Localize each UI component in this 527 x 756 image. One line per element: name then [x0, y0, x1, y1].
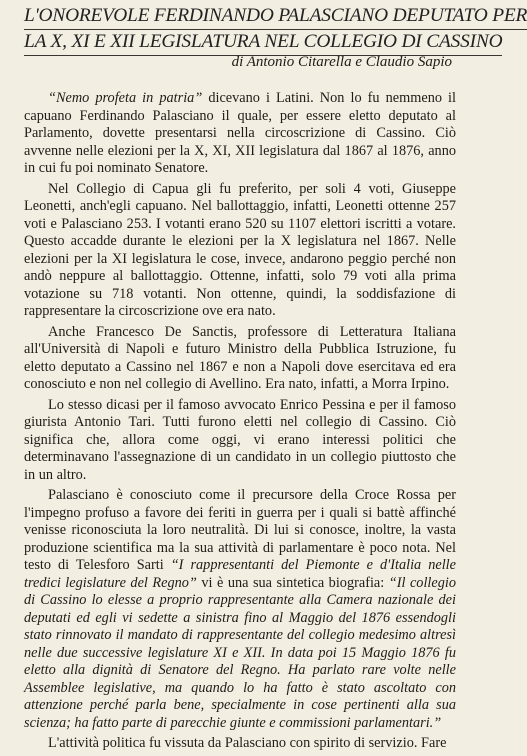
article-body	[24, 90, 456, 756]
paragraph-1-text: dicevano i Latini. Non lo fu nemmeno il capuano Ferdinando Palasciano il quale, per essere eletto deputato al Parlamento, dovette presentarsi nella circoscrizione di Cassino. Ciò avvenne nelle elezioni per la X, XI, XII legislatura dal 1867 al 1876, anno in cui fu poi nominato Senatore.	[24, 90, 456, 176]
paragraph-4: Lo stesso dicasi per il famoso avvocato Enrico Pessina e per il famoso giurista Antonio Tari. Tutti furono eletti nel collegio di Cassino. Ciò significa che, allora come oggi, vi erano interessi politici che determinavano l'assegnazione di un candidato in un collegio piuttosto che in un altro.	[24, 396, 456, 483]
paragraph-1	[24, 90, 456, 178]
paragraph-2: Nel Collegio di Capua gli fu preferito, per soli 4 voti, Giuseppe Leonetti, anch'egli capuano. Nel ballottaggio, infatti, Leonetti ottenne 257 voti e Palasciano 253. I votanti erano 520 su 1107 elettori iscritti a votare. Questo accadde durante le elezioni per la X legislatura nel 1867. Nelle elezioni per la XI legislatura le cose, invece, andarono peggio perché non andò neppure al ballottaggio. Ottenne, infatti, solo 79 voti alla prima votazione su 718 votanti. Non ottenne, quindi, la soddisfazione di rappresentare la circoscrizione ove era nato.	[24, 180, 456, 319]
paragraph-3: Anche Francesco De Sanctis, professore di Letteratura Italiana all'Università di Napoli e futuro Ministro della Pubblica Istruzione, fu eletto deputato a Cassino nel 1867 e non a Napoli dove esercitava ed era conosciuto e non nel collegio di Avellino. Era nato, infatti, a Morra Irpino.	[24, 323, 456, 392]
book-title: “I rappresentanti del Piemonte e d'Italia nelle tredici legislature del Regno”	[24, 557, 456, 591]
article-title	[24, 4, 527, 56]
byline: di Antonio Citarella e Claudio Sapio	[231, 54, 452, 70]
paragraph-6: L'attività politica fu vissuta da Palasciano con spirito di servizio. Fare	[48, 735, 447, 751]
title-line-1: L'ONOREVOLE FERDINANDO PALASCIANO DEPUTATO PER	[24, 4, 527, 30]
paragraph-5-text-b: vi è una sua sintetica biografia:	[196, 574, 389, 591]
latin-quote: “Nemo profeta in patria”	[48, 90, 203, 106]
title-line-2: LA X, XI E XII LEGISLATURA NEL COLLEGIO DI CASSINO	[24, 30, 502, 56]
biography-quote: “Il collegio di Cassino lo elesse a proprio rappresentante alla Camera nazionale dei deputati ed egli vi sedette a sinistra fino al Maggio del 1876 essendogli stato rinnovato il mandato di rappresentante del collegio medesimo altresì nelle due successive legislature XI e XII. In data poi 15 Maggio 1876 fu eletto alla dignità di Senatore del Regno. Ha parlato rare volte nelle Assemblee legislative, ma quando lo ha fatto è stato ascoltato con attenzione perché parla bene, specialmente in cose pertinenti alla sua scienza; ha fatto parte di parecchie giunte e commissioni parlamentari.”	[24, 574, 457, 731]
paragraph-5-text-a: Palasciano è conosciuto come il precursore della Croce Rossa per l'impegno profuso a favore dei feriti in guerra per i quali si battè affinché venisse riconosciuta la loro neutralità. Di lui si conosce, inoltre, la vasta produzione scientifica ma la sua attività di parlamentare è poco nota. Nel testo di Telesforo Sarti	[24, 487, 456, 573]
paragraph-5	[24, 487, 456, 732]
